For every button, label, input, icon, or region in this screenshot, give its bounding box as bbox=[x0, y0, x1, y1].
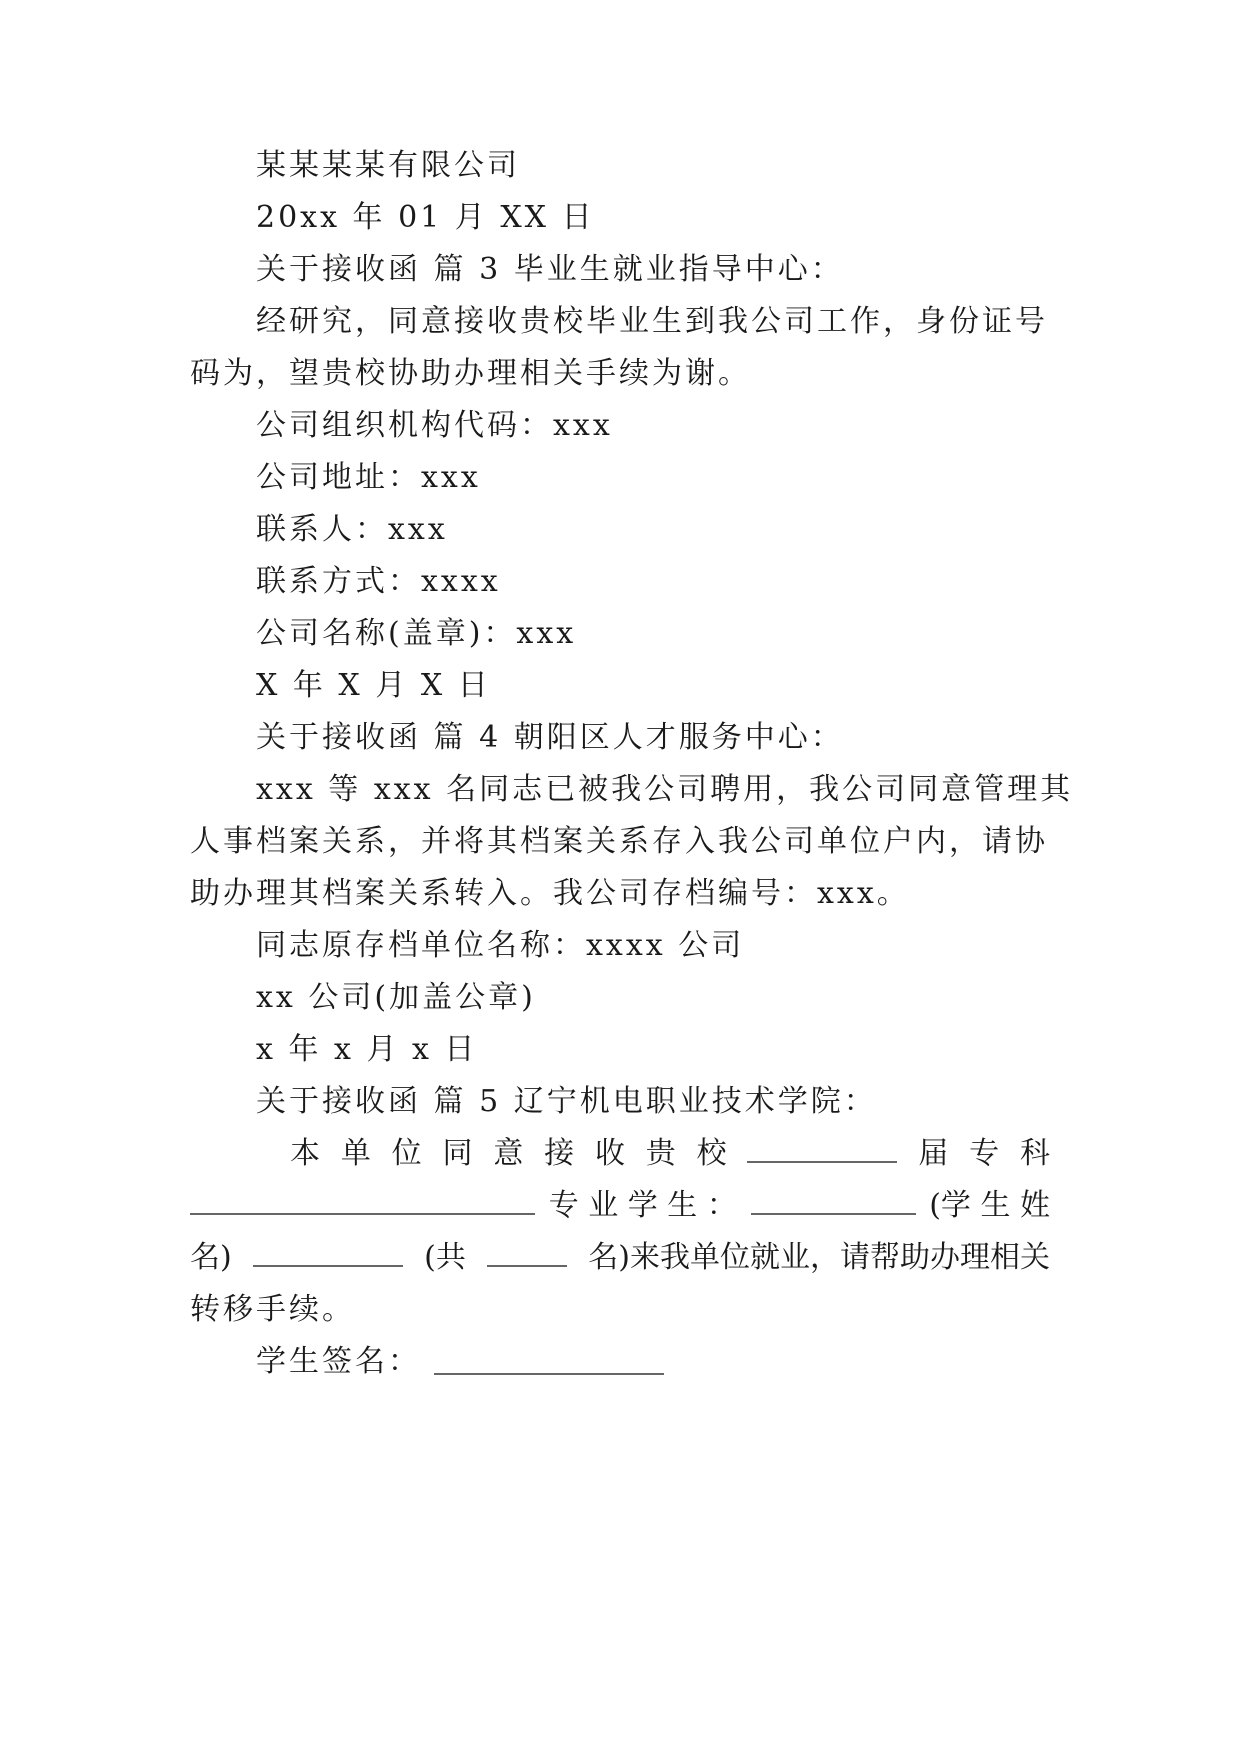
company-seal-line: 公司名称(盖章)：xxx bbox=[256, 616, 577, 651]
paragraph-line: 助办理其档案关系转入。我公司存档编号：xxx。 bbox=[190, 876, 910, 911]
form-char: 科 bbox=[1019, 1136, 1050, 1171]
form-char: 意 bbox=[493, 1136, 524, 1171]
form-char: 接 bbox=[544, 1136, 575, 1171]
section-heading-5: 关于接收函 篇 5 辽宁机电职业技术学院： bbox=[256, 1084, 877, 1119]
form-char: 校 bbox=[696, 1136, 727, 1171]
form-char: 单 bbox=[340, 1136, 371, 1171]
blank-field bbox=[253, 1265, 403, 1267]
date-line: X 年 X 月 X 日 bbox=[256, 668, 491, 703]
form-line bbox=[290, 1134, 1050, 1174]
blank-field bbox=[487, 1265, 567, 1267]
form-text: (学 生 姓 bbox=[929, 1188, 1050, 1223]
form-char: 专 bbox=[969, 1136, 1000, 1171]
form-text: 专 业 学 生 ： bbox=[548, 1188, 737, 1223]
form-char: 收 bbox=[594, 1136, 625, 1171]
form-char: 本 bbox=[290, 1136, 320, 1171]
contact-person-line: 联系人：xxx bbox=[256, 512, 448, 547]
address-line: 公司地址：xxx bbox=[256, 460, 481, 495]
paragraph-line: 码为，望贵校协助办理相关手续为谢。 bbox=[190, 356, 751, 391]
contact-method-line: 联系方式：xxxx bbox=[256, 564, 501, 599]
signature-label: 学生签名： bbox=[256, 1344, 421, 1379]
form-char: 届 bbox=[918, 1136, 949, 1171]
form-char: 同 bbox=[442, 1136, 473, 1171]
form-char: 位 bbox=[391, 1136, 422, 1171]
form-line: 转移手续。 bbox=[190, 1292, 355, 1327]
paragraph-line: xxx 等 xxx 名同志已被我公司聘用，我公司同意管理其 bbox=[256, 772, 1074, 807]
form-text: 名)来我单位就业，请帮助办理相关 bbox=[588, 1240, 1050, 1275]
company-name: 某某某某有限公司 bbox=[256, 148, 520, 183]
section-heading-3: 关于接收函 篇 3 毕业生就业指导中心： bbox=[256, 252, 844, 287]
signature-blank bbox=[434, 1373, 664, 1375]
form-line bbox=[190, 1186, 1050, 1226]
date-line: x 年 x 月 x 日 bbox=[256, 1032, 478, 1067]
form-text: 名) bbox=[190, 1240, 232, 1275]
company-seal-line: xx 公司(加盖公章) bbox=[256, 980, 536, 1015]
paragraph-line: 经研究，同意接收贵校毕业生到我公司工作，身份证号 bbox=[256, 304, 1048, 339]
original-archive-line: 同志原存档单位名称：xxxx 公司 bbox=[256, 928, 745, 963]
blank-field bbox=[751, 1213, 916, 1215]
blank-field bbox=[190, 1213, 535, 1215]
org-code-line: 公司组织机构代码：xxx bbox=[256, 408, 613, 443]
form-char: 贵 bbox=[645, 1136, 676, 1171]
date-line: 20xx 年 01 月 XX 日 bbox=[256, 200, 595, 235]
paragraph-line: 人事档案关系，并将其档案关系存入我公司单位户内，请协 bbox=[190, 824, 1048, 859]
section-heading-4: 关于接收函 篇 4 朝阳区人才服务中心： bbox=[256, 720, 844, 755]
form-line bbox=[190, 1238, 1050, 1278]
blank-field bbox=[747, 1161, 897, 1163]
signature-line bbox=[256, 1342, 1050, 1382]
form-text: (共 bbox=[424, 1240, 466, 1275]
